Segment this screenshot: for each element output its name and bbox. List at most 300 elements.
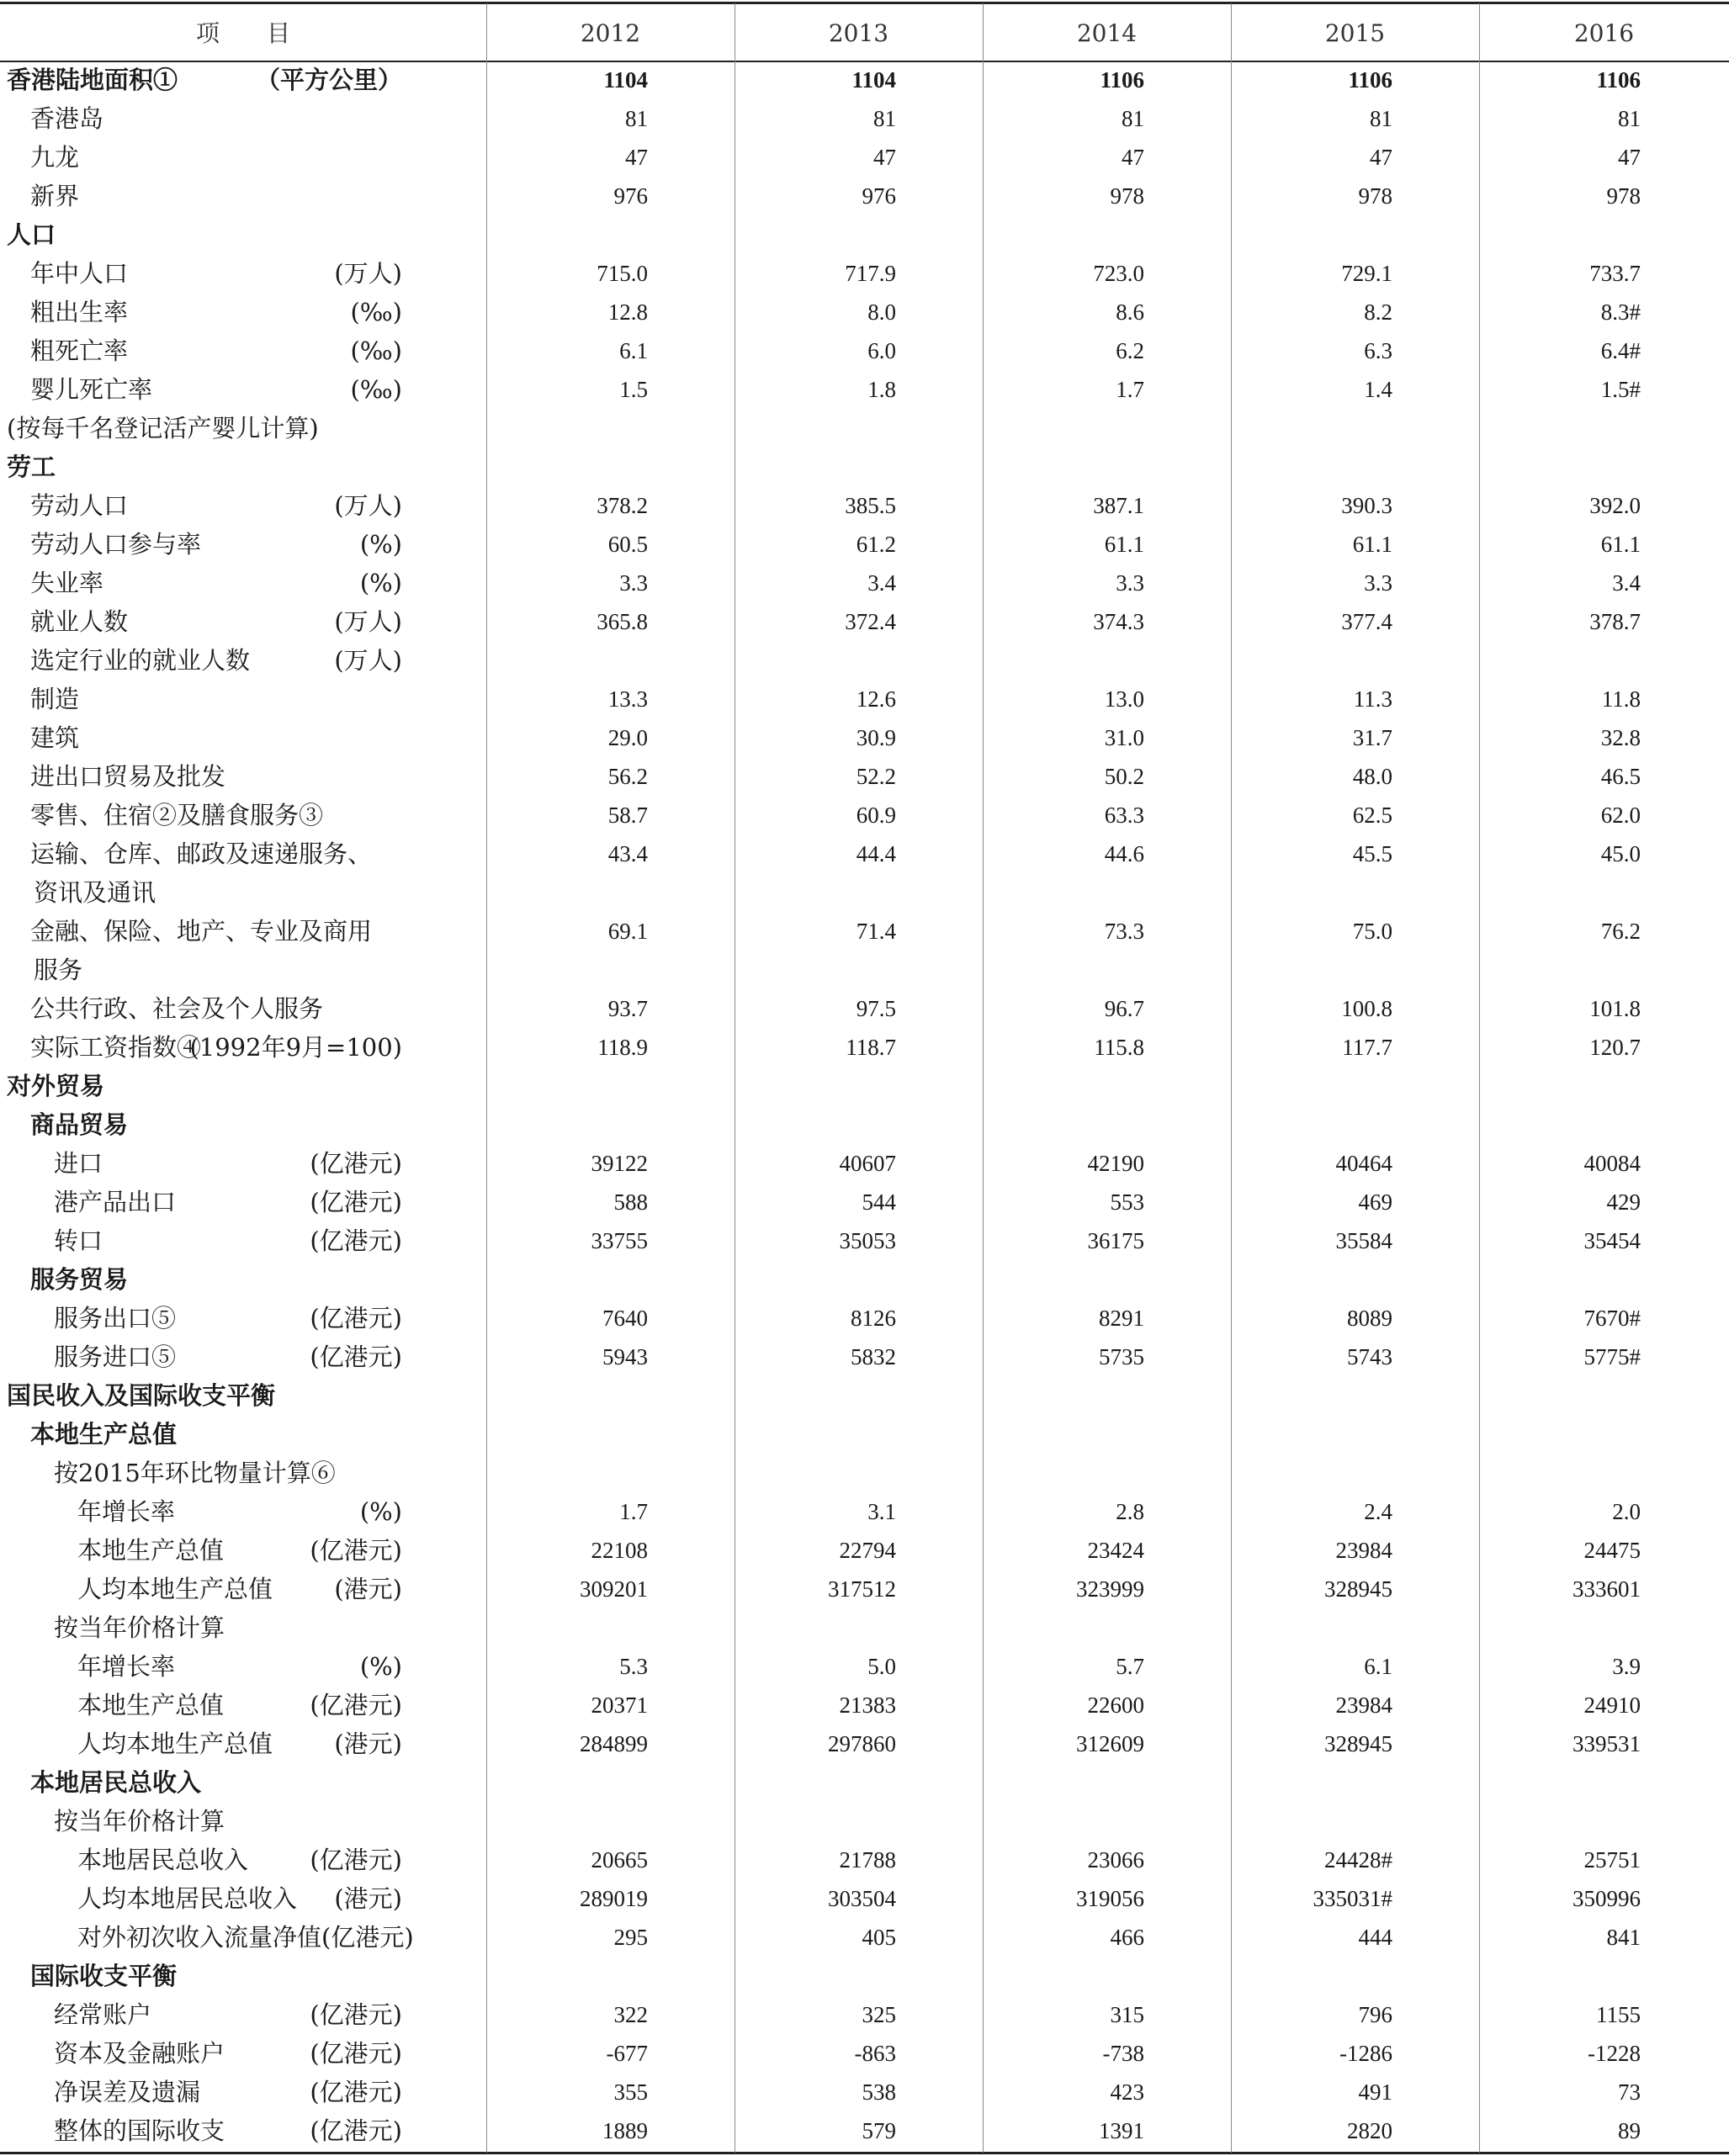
- cell-value: 335031#: [1313, 1886, 1392, 1911]
- row-label: 劳动人口: [30, 491, 129, 520]
- row-unit: (1992年9月=100): [189, 1033, 402, 1062]
- table-row: [0, 293, 1729, 331]
- cell-value: 20665: [591, 1847, 648, 1873]
- cell-value: 2820: [1347, 2118, 1392, 2143]
- cell-value: 21788: [839, 1847, 896, 1873]
- cell-value: 538: [862, 2079, 896, 2105]
- cell-value: -1286: [1339, 2041, 1392, 2066]
- cell-value: 322: [613, 2002, 648, 2027]
- row-label: 九龙: [30, 143, 80, 172]
- row-label: 香港岛: [30, 104, 104, 133]
- row-unit: (万人): [334, 491, 402, 520]
- cell-value: 81: [1122, 106, 1144, 131]
- cell-value: 588: [613, 1189, 648, 1215]
- cell-value: 1.5#: [1600, 377, 1641, 402]
- cell-value: 12.6: [856, 686, 896, 712]
- cell-value: 7640: [602, 1306, 648, 1331]
- table-row: [0, 331, 1729, 370]
- cell-value: 24475: [1583, 1538, 1641, 1563]
- cell-value: 553: [1110, 1189, 1144, 1215]
- row-label: 人均本地居民总收入: [77, 1884, 298, 1913]
- row-label: 失业率: [30, 569, 104, 597]
- table-row: [0, 1841, 1729, 1879]
- cell-value: 100.8: [1341, 996, 1392, 1021]
- row-label: 本地生产总值: [30, 1420, 178, 1449]
- cell-value: 81: [1370, 106, 1392, 131]
- row-label: 转口: [54, 1226, 103, 1255]
- table-row: [0, 1531, 1729, 1570]
- cell-value: 101.8: [1589, 996, 1641, 1021]
- cell-value: 317512: [828, 1576, 896, 1602]
- row-label: 按当年价格计算: [54, 1613, 225, 1642]
- table-row: [0, 1144, 1729, 1183]
- cell-value: 25751: [1583, 1847, 1641, 1873]
- cell-value: 466: [1110, 1925, 1144, 1950]
- cell-value: 429: [1606, 1189, 1641, 1215]
- cell-value: 715.0: [597, 261, 648, 286]
- table-row: [0, 1105, 1729, 1144]
- cell-value: 378.7: [1589, 609, 1641, 634]
- cell-value: 5735: [1099, 1344, 1144, 1369]
- cell-value: 5.3: [619, 1654, 648, 1679]
- cell-value: 1104: [603, 67, 648, 93]
- cell-value: 3.9: [1612, 1654, 1641, 1679]
- row-label: 就业人数: [30, 607, 129, 636]
- row-label: 进口: [54, 1149, 103, 1178]
- cell-value: 60.5: [607, 532, 648, 557]
- cell-value: 1106: [1100, 67, 1144, 93]
- cell-value: 75.0: [1352, 919, 1392, 944]
- cell-value: 29.0: [607, 725, 648, 750]
- table-row: [0, 796, 1729, 834]
- cell-value: 13.3: [607, 686, 648, 712]
- table-row: [0, 1724, 1729, 1763]
- cell-value: 46.5: [1600, 764, 1641, 789]
- table-row: [0, 951, 1729, 989]
- cell-value: 392.0: [1589, 493, 1641, 518]
- table-row: [0, 215, 1729, 254]
- cell-value: 8.0: [867, 299, 896, 325]
- cell-value: 284899: [580, 1731, 648, 1756]
- cell-value: 50.2: [1104, 764, 1144, 789]
- cell-value: 76.2: [1600, 919, 1641, 944]
- cell-value: 117.7: [1342, 1035, 1392, 1060]
- cell-value: 63.3: [1104, 803, 1144, 828]
- cell-value: 1106: [1596, 67, 1641, 93]
- cell-value: -738: [1102, 2041, 1144, 2066]
- row-label: 新界: [30, 182, 80, 210]
- table-row: [0, 2034, 1729, 2073]
- row-unit: (%): [359, 530, 402, 559]
- cell-value: 22600: [1087, 1692, 1144, 1718]
- row-unit: (亿港元): [310, 1846, 402, 1874]
- cell-value: 21383: [839, 1692, 896, 1718]
- cell-value: 44.6: [1104, 841, 1144, 866]
- cell-value: 81: [1618, 106, 1641, 131]
- cell-value: 42190: [1087, 1151, 1144, 1176]
- table-row: [0, 138, 1729, 177]
- cell-value: 5.0: [867, 1654, 896, 1679]
- cell-value: 3.1: [867, 1499, 896, 1524]
- cell-value: 35454: [1583, 1228, 1641, 1253]
- row-label: 人均本地生产总值: [77, 1575, 273, 1603]
- cell-value: 8291: [1099, 1306, 1144, 1331]
- row-label: 经常账户: [54, 2000, 152, 2029]
- cell-value: 372.4: [845, 609, 896, 634]
- table-row: [0, 1995, 1729, 2034]
- row-unit: （平方公里）: [255, 66, 402, 94]
- cell-value: 81: [625, 106, 648, 131]
- row-label: 国民收入及国际收支平衡: [7, 1381, 276, 1410]
- cell-value: 491: [1358, 2079, 1392, 2105]
- cell-value: 1889: [602, 2118, 648, 2143]
- table-row: [0, 1879, 1729, 1918]
- table-row: [0, 989, 1729, 1028]
- cell-value: 35584: [1335, 1228, 1392, 1253]
- table-row: [0, 61, 1729, 99]
- row-label: 香港陆地面积①: [7, 66, 178, 94]
- cell-value: 32.8: [1600, 725, 1641, 750]
- cell-value: 40464: [1335, 1151, 1392, 1176]
- row-unit: (%): [359, 1497, 402, 1526]
- cell-value: 40607: [839, 1151, 896, 1176]
- cell-value: 444: [1358, 1925, 1392, 1950]
- cell-value: 31.0: [1104, 725, 1144, 750]
- cell-value: 60.9: [856, 803, 896, 828]
- row-unit: (亿港元): [310, 2000, 402, 2029]
- row-label: 本地生产总值: [77, 1691, 225, 1719]
- row-label: 港产品出口: [54, 1188, 177, 1216]
- row-unit: (亿港元): [310, 1188, 402, 1216]
- row-unit: (万人): [334, 607, 402, 636]
- cell-value: 52.2: [856, 764, 896, 789]
- row-unit: (亿港元): [310, 1691, 402, 1719]
- cell-value: 120.7: [1589, 1035, 1641, 1060]
- cell-value: 45.0: [1600, 841, 1641, 866]
- cell-value: 13.0: [1104, 686, 1144, 712]
- row-unit: (亿港元): [310, 2116, 402, 2145]
- row-label: 资本及金融账户: [54, 2039, 225, 2068]
- row-label: 公共行政、社会及个人服务: [30, 994, 324, 1023]
- cell-value: 295: [613, 1925, 648, 1950]
- cell-value: 115.8: [1094, 1035, 1144, 1060]
- table-row: [0, 1338, 1729, 1376]
- header-year: 2015: [1324, 19, 1386, 47]
- table-row: [0, 757, 1729, 796]
- cell-value: 118.7: [846, 1035, 896, 1060]
- table-row: [0, 1028, 1729, 1067]
- cell-value: 423: [1110, 2079, 1144, 2105]
- cell-value: 2.4: [1364, 1499, 1392, 1524]
- row-label: 服务: [34, 956, 83, 984]
- table-row: [0, 1608, 1729, 1647]
- cell-value: 47: [1618, 145, 1641, 170]
- cell-value: 378.2: [597, 493, 648, 518]
- header-year: 2014: [1076, 19, 1138, 47]
- cell-value: 48.0: [1352, 764, 1392, 789]
- cell-value: 374.3: [1093, 609, 1144, 634]
- cell-value: 325: [862, 2002, 896, 2027]
- cell-value: 2.0: [1612, 1499, 1641, 1524]
- cell-value: 978: [1110, 183, 1144, 209]
- cell-value: 11.3: [1353, 686, 1392, 712]
- row-unit: (‰): [350, 298, 402, 326]
- table-row: [0, 718, 1729, 757]
- cell-value: 23984: [1335, 1538, 1392, 1563]
- row-label: 金融、保险、地产、专业及商用: [30, 917, 373, 946]
- row-label: 净误差及遗漏: [54, 2078, 201, 2106]
- cell-value: 1.5: [619, 377, 648, 402]
- cell-value: 323999: [1076, 1576, 1144, 1602]
- cell-value: 62.5: [1352, 803, 1392, 828]
- row-label: 服务进口⑤: [54, 1343, 177, 1371]
- row-unit: (万人): [334, 259, 402, 288]
- cell-value: 315: [1110, 2002, 1144, 2027]
- row-label: 婴儿死亡率: [30, 375, 153, 404]
- cell-value: 24428#: [1324, 1847, 1392, 1873]
- table-row: [0, 1957, 1729, 1995]
- cell-value: 58.7: [607, 803, 648, 828]
- cell-value: -1228: [1588, 2041, 1641, 2066]
- cell-value: 289019: [580, 1886, 648, 1911]
- cell-value: 365.8: [597, 609, 648, 634]
- cell-value: 328945: [1324, 1731, 1392, 1756]
- cell-value: 47: [873, 145, 896, 170]
- cell-value: 7670#: [1583, 1306, 1641, 1331]
- row-label: 商品贸易: [30, 1110, 129, 1139]
- cell-value: 6.2: [1116, 338, 1144, 363]
- cell-value: -863: [854, 2041, 896, 2066]
- cell-value: 6.1: [1364, 1654, 1392, 1679]
- row-unit: (‰): [350, 375, 402, 404]
- cell-value: 8089: [1347, 1306, 1392, 1331]
- cell-value: 47: [1370, 145, 1392, 170]
- cell-value: 23984: [1335, 1692, 1392, 1718]
- cell-value: 30.9: [856, 725, 896, 750]
- cell-value: 36175: [1087, 1228, 1144, 1253]
- cell-value: 8.6: [1116, 299, 1144, 325]
- table-row: [0, 1918, 1729, 1957]
- row-unit: (%): [359, 1652, 402, 1681]
- cell-value: 303504: [828, 1886, 896, 1911]
- cell-value: 350996: [1573, 1886, 1641, 1911]
- row-label: 建筑: [30, 723, 80, 752]
- row-unit: (港元): [334, 1884, 402, 1913]
- row-label: 运输、仓库、邮政及速递服务、: [30, 840, 373, 868]
- table-row: [0, 1221, 1729, 1260]
- cell-value: 61.2: [856, 532, 896, 557]
- row-label: 对外贸易: [7, 1072, 105, 1100]
- cell-value: 43.4: [607, 841, 648, 866]
- cell-value: 62.0: [1600, 803, 1641, 828]
- table-bottom-rule: [0, 2152, 1729, 2154]
- row-label: 本地居民总收入: [30, 1768, 202, 1797]
- cell-value: 579: [862, 2118, 896, 2143]
- cell-value: 6.4#: [1600, 338, 1641, 363]
- cell-value: 73.3: [1104, 919, 1144, 944]
- cell-value: 3.3: [1364, 570, 1392, 596]
- cell-value: 81: [873, 106, 896, 131]
- cell-value: 20371: [591, 1692, 648, 1718]
- cell-value: 6.1: [619, 338, 648, 363]
- cell-value: 12.8: [607, 299, 648, 325]
- cell-value: 56.2: [607, 764, 648, 789]
- row-label: 年增长率: [77, 1497, 176, 1526]
- row-label: 劳工: [7, 453, 56, 481]
- table-row: [0, 834, 1729, 873]
- cell-value: 723.0: [1093, 261, 1144, 286]
- cell-value: 61.1: [1600, 532, 1641, 557]
- cell-value: 5832: [851, 1344, 896, 1369]
- cell-value: 93.7: [607, 996, 648, 1021]
- cell-value: 405: [862, 1925, 896, 1950]
- row-unit: (亿港元): [310, 2078, 402, 2106]
- cell-value: 717.9: [845, 261, 896, 286]
- cell-value: 1106: [1348, 67, 1392, 93]
- table-row: [0, 641, 1729, 680]
- cell-value: 22794: [839, 1538, 896, 1563]
- row-unit: (港元): [334, 1730, 402, 1758]
- cell-value: 333601: [1573, 1576, 1641, 1602]
- table-row: [0, 448, 1729, 486]
- cell-value: 1.7: [619, 1499, 648, 1524]
- cell-value: 2.8: [1116, 1499, 1144, 1524]
- cell-value: 1391: [1099, 2118, 1144, 2143]
- cell-value: 61.1: [1352, 532, 1392, 557]
- cell-value: 71.4: [856, 919, 896, 944]
- cell-value: 729.1: [1341, 261, 1392, 286]
- table-row: [0, 1299, 1729, 1338]
- cell-value: 96.7: [1104, 996, 1144, 1021]
- cell-value: 35053: [839, 1228, 896, 1253]
- cell-value: 24910: [1583, 1692, 1641, 1718]
- cell-value: 45.5: [1352, 841, 1392, 866]
- cell-value: 11.8: [1601, 686, 1641, 712]
- table-row: [0, 486, 1729, 525]
- table-row: [0, 1415, 1729, 1454]
- table-row: [0, 1454, 1729, 1492]
- row-unit: (亿港元): [310, 2039, 402, 2068]
- cell-value: 976: [613, 183, 648, 209]
- cell-value: 733.7: [1589, 261, 1641, 286]
- cell-value: 33755: [591, 1228, 648, 1253]
- row-label: 本地居民总收入: [77, 1846, 249, 1874]
- row-label: 进出口贸易及批发: [30, 762, 226, 791]
- row-label: 整体的国际收支: [54, 2116, 225, 2145]
- cell-value: 385.5: [845, 493, 896, 518]
- cell-value: 40084: [1583, 1151, 1641, 1176]
- cell-value: 841: [1606, 1925, 1641, 1950]
- cell-value: 976: [862, 183, 896, 209]
- table-row: [0, 1260, 1729, 1299]
- header-year: 2012: [580, 19, 641, 47]
- cell-value: 297860: [828, 1731, 896, 1756]
- row-label: 本地生产总值: [77, 1536, 225, 1565]
- cell-value: 3.3: [1116, 570, 1144, 596]
- cell-value: 39122: [591, 1151, 648, 1176]
- cell-value: 47: [1122, 145, 1144, 170]
- table-row: [0, 602, 1729, 641]
- table-row: [0, 99, 1729, 138]
- table-row: [0, 2111, 1729, 2150]
- cell-value: 31.7: [1352, 725, 1392, 750]
- table-row: [0, 409, 1729, 448]
- cell-value: 6.0: [867, 338, 896, 363]
- row-label: 年增长率: [77, 1652, 176, 1681]
- table-row: [0, 525, 1729, 564]
- table-row: [0, 1802, 1729, 1841]
- row-label: 资讯及通讯: [34, 878, 156, 907]
- cell-value: 309201: [580, 1576, 648, 1602]
- cell-value: 469: [1358, 1189, 1392, 1215]
- row-label: 粗死亡率: [30, 336, 129, 365]
- cell-value: 355: [613, 2079, 648, 2105]
- row-label: 零售、住宿②及膳食服务③: [30, 801, 324, 829]
- table-row: [0, 177, 1729, 215]
- cell-value: 328945: [1324, 1576, 1392, 1602]
- cell-value: 5743: [1347, 1344, 1392, 1369]
- row-unit: (‰): [350, 336, 402, 365]
- cell-value: -677: [606, 2041, 648, 2066]
- cell-value: 47: [625, 145, 648, 170]
- cell-value: 22108: [591, 1538, 648, 1563]
- row-label: 国际收支平衡: [30, 1962, 178, 1990]
- cell-value: 8.3#: [1600, 299, 1641, 325]
- table-row: [0, 370, 1729, 409]
- cell-value: 118.9: [597, 1035, 648, 1060]
- cell-value: 978: [1358, 183, 1392, 209]
- table-row: [0, 680, 1729, 718]
- header-item: 项 目: [195, 19, 290, 47]
- cell-value: 5.7: [1116, 1654, 1144, 1679]
- cell-value: 312609: [1076, 1731, 1144, 1756]
- cell-value: 3.3: [619, 570, 648, 596]
- cell-value: 3.4: [867, 570, 896, 596]
- row-unit: (万人): [334, 646, 402, 675]
- table-row: [0, 1183, 1729, 1221]
- cell-value: 44.4: [856, 841, 896, 866]
- row-label: 按2015年环比物量计算⑥: [54, 1459, 336, 1487]
- row-label: 服务贸易: [30, 1265, 129, 1294]
- cell-value: 23066: [1087, 1847, 1144, 1873]
- row-unit: (%): [359, 569, 402, 597]
- row-label: 人口: [7, 220, 56, 249]
- table-row: [0, 1376, 1729, 1415]
- cell-value: 97.5: [856, 996, 896, 1021]
- cell-value: 1.7: [1116, 377, 1144, 402]
- cell-value: 978: [1606, 183, 1641, 209]
- table-row: [0, 1686, 1729, 1724]
- row-label: 劳动人口参与率: [30, 530, 202, 559]
- table-row: [0, 1647, 1729, 1686]
- table-row: [0, 1067, 1729, 1105]
- row-label: (按每千名登记活产婴儿计算): [7, 414, 319, 442]
- cell-value: 8126: [851, 1306, 896, 1331]
- table-row: [0, 1763, 1729, 1802]
- table-row: [0, 564, 1729, 602]
- cell-value: 390.3: [1341, 493, 1392, 518]
- table-row: [0, 2073, 1729, 2111]
- row-label: 对外初次收入流量净值(亿港元): [77, 1923, 414, 1952]
- cell-value: 1.4: [1364, 377, 1392, 402]
- cell-value: 73: [1618, 2079, 1641, 2105]
- cell-value: 796: [1358, 2002, 1392, 2027]
- cell-value: 1.8: [867, 377, 896, 402]
- row-label: 实际工资指数④: [30, 1033, 202, 1062]
- cell-value: 387.1: [1093, 493, 1144, 518]
- row-label: 选定行业的就业人数: [30, 646, 251, 675]
- table-row: [0, 1570, 1729, 1608]
